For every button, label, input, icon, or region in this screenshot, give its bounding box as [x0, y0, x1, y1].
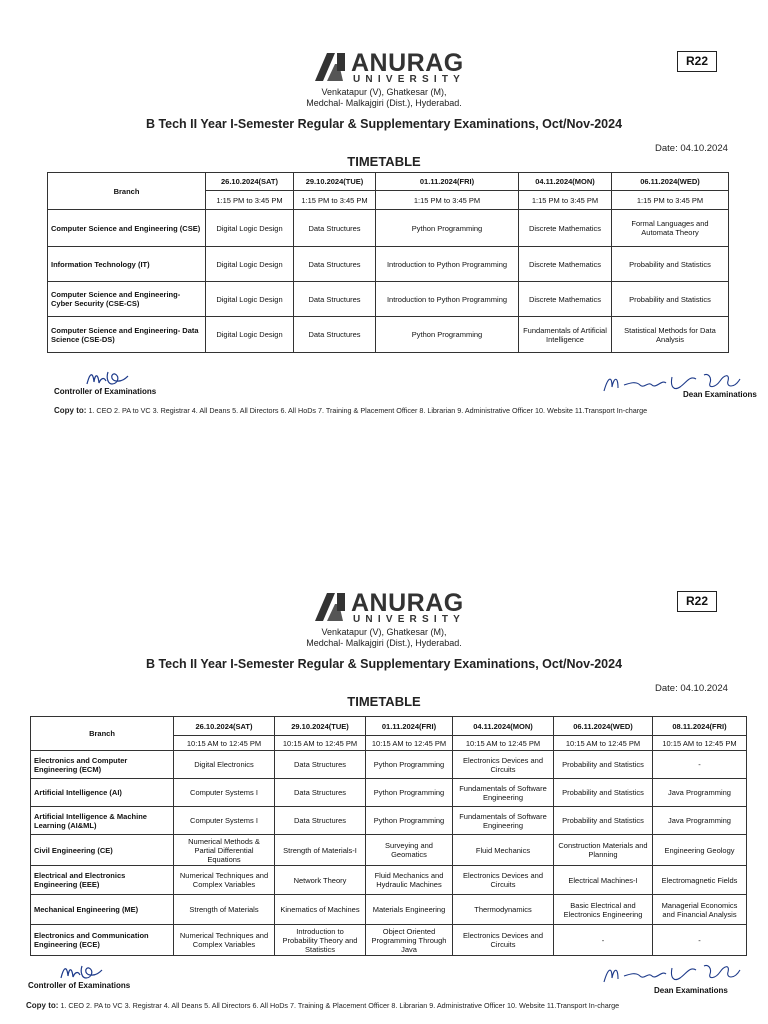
regulation-badge: R22 [677, 51, 717, 72]
subject-cell: Object Oriented Programming Through Java [366, 925, 453, 956]
brand-name: ANURAG [351, 49, 464, 77]
branch-cell: Artificial Intelligence (AI) [31, 779, 174, 807]
controller-label: Controller of Examinations [54, 387, 157, 396]
subject-cell: - [653, 925, 747, 956]
exam-title: B Tech II Year I-Semester Regular & Supplementary Examinations, Oct/Nov-2024 [145, 657, 623, 671]
regulation-badge: R22 [677, 591, 717, 612]
brand-subtitle: UNIVERSITY [353, 614, 466, 625]
subject-cell: Data Structures [275, 779, 366, 807]
subject-cell: Fundamentals of Software Engineering [453, 779, 554, 807]
table-row [48, 247, 729, 282]
subject-cell: Data Structures [294, 210, 376, 247]
subject-cell: - [653, 751, 747, 779]
branch-cell: Computer Science and Engineering- Data Science (CSE-DS) [48, 317, 206, 353]
subject-cell: Digital Electronics [174, 751, 275, 779]
subject-cell: Python Programming [366, 751, 453, 779]
branch-cell: Computer Science and Engineering (CSE) [48, 210, 206, 247]
controller-label: Controller of Examinations [28, 981, 131, 990]
subject-cell: Probability and Statistics [554, 807, 653, 835]
subject-cell: Python Programming [376, 210, 519, 247]
address-line-2: Medchal- Malkajgiri (Dist.), Hyderabad. [306, 638, 462, 648]
brand-name: ANURAG [351, 589, 464, 617]
table-row [31, 895, 747, 925]
issue-date: Date: 04.10.2024 [655, 683, 728, 694]
subject-cell: Data Structures [294, 247, 376, 282]
date-header: 26.10.2024(SAT) [206, 173, 294, 191]
branch-cell: Information Technology (IT) [48, 247, 206, 282]
date-header: 29.10.2024(TUE) [294, 173, 376, 191]
au-logo-mark-icon [313, 592, 349, 622]
branch-cell: Civil Engineering (CE) [31, 835, 174, 866]
date-header: 06.11.2024(WED) [612, 173, 729, 191]
address-line-1: Venkatapur (V), Ghatkesar (M), [321, 627, 447, 637]
timetable-title: TIMETABLE [347, 154, 421, 169]
brand-subtitle: UNIVERSITY [353, 74, 466, 85]
subject-cell: - [554, 925, 653, 956]
date-header: 06.11.2024(WED) [554, 717, 653, 736]
subject-cell: Strength of Materials-I [275, 835, 366, 866]
time-slot: 10:15 AM to 12:45 PM [453, 736, 554, 751]
subject-cell: Computer Systems I [174, 807, 275, 835]
subject-cell: Data Structures [294, 317, 376, 353]
subject-cell: Electronics Devices and Circuits [453, 751, 554, 779]
time-slot: 1:15 PM to 3:45 PM [294, 191, 376, 210]
date-header: 26.10.2024(SAT) [174, 717, 275, 736]
subject-cell: Fundamentals of Software Engineering [453, 807, 554, 835]
table-row [48, 210, 729, 247]
table-row [31, 866, 747, 895]
subject-cell: Introduction to Python Programming [376, 282, 519, 317]
subject-cell: Digital Logic Design [206, 210, 294, 247]
table-row [31, 925, 747, 956]
subject-cell: Probability and Statistics [612, 282, 729, 317]
table-row [31, 751, 747, 779]
time-slot: 1:15 PM to 3:45 PM [376, 191, 519, 210]
subject-cell: Electrical Machines-I [554, 866, 653, 895]
subject-cell: Electromagnetic Fields [653, 866, 747, 895]
timetable-sheet-2 [0, 540, 768, 1024]
subject-cell: Discrete Mathematics [519, 282, 612, 317]
subject-cell: Probability and Statistics [612, 247, 729, 282]
subject-cell: Engineering Geology [653, 835, 747, 866]
table-row [31, 835, 747, 866]
dean-label: Dean Examinations [683, 390, 757, 399]
timetable-table [47, 172, 729, 353]
subject-cell: Digital Logic Design [206, 247, 294, 282]
subject-cell: Fundamentals of Artificial Intelligence [519, 317, 612, 353]
copy-to-line [54, 406, 647, 415]
subject-cell: Introduction to Probability Theory and Statistics [275, 925, 366, 956]
subject-cell: Probability and Statistics [554, 779, 653, 807]
time-slot: 1:15 PM to 3:45 PM [206, 191, 294, 210]
timetable-table [30, 716, 747, 956]
time-slot: 10:15 AM to 12:45 PM [653, 736, 747, 751]
table-row [31, 779, 747, 807]
date-header: 08.11.2024(FRI) [653, 717, 747, 736]
table-row [48, 282, 729, 317]
subject-cell: Construction Materials and Planning [554, 835, 653, 866]
subject-cell: Introduction to Python Programming [376, 247, 519, 282]
branch-cell: Electronics and Computer Engineering (ECM) [31, 751, 174, 779]
time-slot: 10:15 AM to 12:45 PM [554, 736, 653, 751]
time-slot: 1:15 PM to 3:45 PM [612, 191, 729, 210]
branch-cell: Mechanical Engineering (ME) [31, 895, 174, 925]
subject-cell: Fluid Mechanics [453, 835, 554, 866]
subject-cell: Python Programming [366, 779, 453, 807]
time-slot: 10:15 AM to 12:45 PM [174, 736, 275, 751]
university-logo [313, 589, 466, 630]
subject-cell: Probability and Statistics [554, 751, 653, 779]
time-slot: 10:15 AM to 12:45 PM [275, 736, 366, 751]
subject-cell: Discrete Mathematics [519, 210, 612, 247]
copy-to-recipients: 1. CEO 2. PA to VC 3. Registrar 4. All Deans 5. All Directors 6. All HoDs 7. Training & Placement Officer 8. Librarian 9. Administrative Officer 10. Website 11.Transport In-charge [88, 406, 648, 415]
subject-cell: Data Structures [294, 282, 376, 317]
subject-cell: Managerial Economics and Financial Analysis [653, 895, 747, 925]
branch-header: Branch [31, 717, 174, 751]
dean-label: Dean Examinations [654, 986, 728, 995]
subject-cell: Java Programming [653, 779, 747, 807]
subject-cell: Electronics Devices and Circuits [453, 925, 554, 956]
copy-to-label: Copy to: [54, 406, 87, 415]
copy-to-label: Copy to: [26, 1001, 59, 1010]
table-row [48, 317, 729, 353]
subject-cell: Python Programming [366, 807, 453, 835]
subject-cell: Data Structures [275, 751, 366, 779]
copy-to-recipients: 1. CEO 2. PA to VC 3. Registrar 4. All Deans 5. All Directors 6. All HoDs 7. Training & Placement Officer 8. Librarian 9. Administrative Officer 10. Website 11.Transport In-charge [60, 1001, 620, 1010]
branch-cell: Electronics and Communication Engineering (ECE) [31, 925, 174, 956]
subject-cell: Computer Systems I [174, 779, 275, 807]
address-line-2: Medchal- Malkajgiri (Dist.), Hyderabad. [306, 98, 462, 108]
subject-cell: Digital Logic Design [206, 317, 294, 353]
subject-cell: Statistical Methods for Data Analysis [612, 317, 729, 353]
subject-cell: Digital Logic Design [206, 282, 294, 317]
subject-cell: Numerical Techniques and Complex Variables [174, 925, 275, 956]
branch-cell: Artificial Intelligence & Machine Learning (AI&ML) [31, 807, 174, 835]
copy-to-line [26, 1001, 619, 1010]
subject-cell: Discrete Mathematics [519, 247, 612, 282]
date-header: 01.11.2024(FRI) [366, 717, 453, 736]
subject-cell: Java Programming [653, 807, 747, 835]
time-slot: 10:15 AM to 12:45 PM [366, 736, 453, 751]
subject-cell: Fluid Mechanics and Hydraulic Machines [366, 866, 453, 895]
subject-cell: Strength of Materials [174, 895, 275, 925]
branch-cell: Electrical and Electronics Engineering (EEE) [31, 866, 174, 895]
subject-cell: Kinematics of Machines [275, 895, 366, 925]
exam-title: B Tech II Year I-Semester Regular & Supplementary Examinations, Oct/Nov-2024 [145, 117, 623, 131]
issue-date: Date: 04.10.2024 [655, 143, 728, 154]
subject-cell: Surveying and Geomatics [366, 835, 453, 866]
subject-cell: Electronics Devices and Circuits [453, 866, 554, 895]
subject-cell: Thermodynamics [453, 895, 554, 925]
table-row [31, 807, 747, 835]
time-slot: 1:15 PM to 3:45 PM [519, 191, 612, 210]
subject-cell: Numerical Methods & Partial Differential Equations [174, 835, 275, 866]
branch-cell: Computer Science and Engineering- Cyber Security (CSE-CS) [48, 282, 206, 317]
date-header: 29.10.2024(TUE) [275, 717, 366, 736]
subject-cell: Basic Electrical and Electronics Engineering [554, 895, 653, 925]
subject-cell: Numerical Techniques and Complex Variables [174, 866, 275, 895]
date-header: 04.11.2024(MON) [519, 173, 612, 191]
subject-cell: Data Structures [275, 807, 366, 835]
au-logo-mark-icon [313, 52, 349, 82]
university-logo [313, 49, 466, 90]
address-line-1: Venkatapur (V), Ghatkesar (M), [321, 87, 447, 97]
subject-cell: Materials Engineering [366, 895, 453, 925]
subject-cell: Python Programming [376, 317, 519, 353]
timetable-title: TIMETABLE [347, 694, 421, 709]
subject-cell: Formal Languages and Automata Theory [612, 210, 729, 247]
branch-header: Branch [48, 173, 206, 210]
subject-cell: Network Theory [275, 866, 366, 895]
date-header: 01.11.2024(FRI) [376, 173, 519, 191]
date-header: 04.11.2024(MON) [453, 717, 554, 736]
